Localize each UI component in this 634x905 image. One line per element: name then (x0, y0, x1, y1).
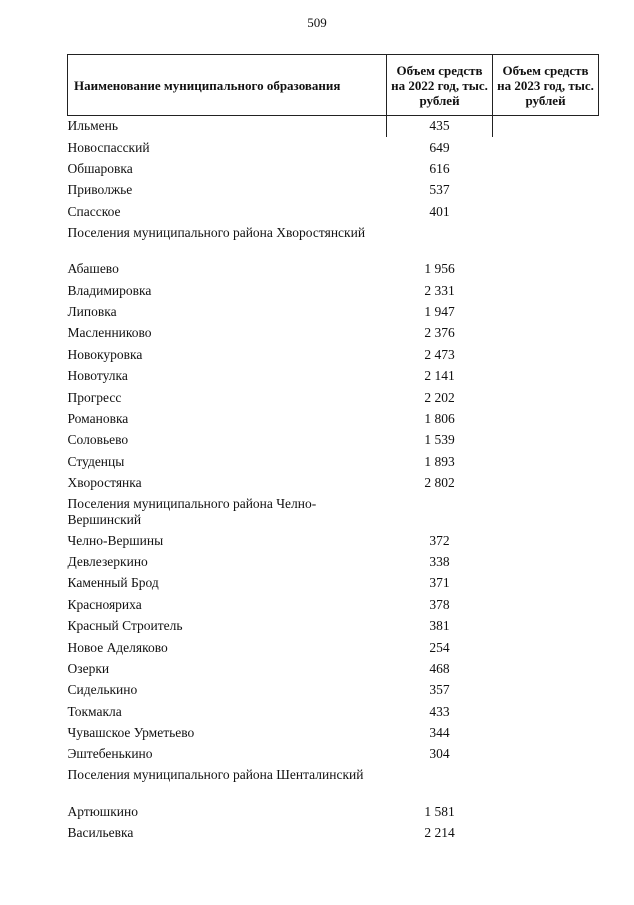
amount-2022-cell: 378 (429, 596, 450, 612)
amount-2023-cell (493, 530, 599, 551)
amount-2022-cell: 371 (429, 575, 450, 591)
amount-2023-cell (493, 658, 599, 679)
municipality-name-cell: Абашево (67, 261, 119, 277)
table-row (68, 280, 599, 301)
amount-2022-cell: 372 (429, 532, 450, 548)
municipality-name-cell: Эштебенькино (67, 746, 153, 762)
municipality-name-cell: Токмакла (67, 703, 122, 719)
table-row (68, 301, 599, 322)
amount-2023-cell (493, 201, 599, 222)
header-amount-2023: Объем средств на 2023 год, тыс. рублей (493, 55, 599, 116)
table-row (68, 530, 599, 551)
amount-2023-cell (493, 573, 599, 594)
municipality-name-cell: Девлезеркино (67, 553, 148, 569)
table-group-row (68, 765, 599, 801)
municipality-name-cell: Артюшкино (67, 803, 138, 819)
amount-2023-cell (493, 366, 599, 387)
amount-2023-cell (493, 494, 599, 530)
amount-2022-cell: 1 581 (424, 803, 455, 819)
amount-2022-cell: 401 (429, 203, 450, 219)
table-row (68, 430, 599, 451)
municipality-name-cell: Сиделькино (67, 682, 138, 698)
header-amount-2022: Объем средств на 2022 год, тыс. рублей (387, 55, 493, 116)
municipality-name-cell: Приволжье (67, 182, 133, 198)
amount-2023-cell (493, 344, 599, 365)
amount-2023-cell (493, 823, 599, 844)
municipality-name-cell: Поселения муниципального района Челно-Вершинский (67, 495, 317, 527)
municipality-name-cell: Студенцы (67, 453, 125, 469)
amount-2023-cell (493, 744, 599, 765)
amount-2022-cell: 1 539 (424, 432, 455, 448)
amount-2022-cell: 344 (429, 725, 450, 741)
budget-table (67, 54, 599, 844)
amount-2023-cell (493, 259, 599, 280)
table-row (68, 158, 599, 179)
amount-2022-cell: 357 (429, 682, 450, 698)
amount-2023-cell (493, 551, 599, 572)
amount-2023-cell (493, 637, 599, 658)
amount-2022-cell: 2 802 (424, 475, 455, 491)
amount-2022-cell: 616 (429, 161, 450, 177)
amount-2022-cell: 2 214 (424, 825, 455, 841)
amount-2023-cell (493, 765, 599, 801)
amount-2023-cell (493, 722, 599, 743)
amount-2022-cell: 2 331 (424, 282, 455, 298)
table-row (68, 701, 599, 722)
amount-2022-cell: 649 (429, 139, 450, 155)
amount-2022-cell: 338 (429, 553, 450, 569)
amount-2022-cell: 381 (429, 618, 450, 634)
amount-2023-cell (493, 701, 599, 722)
amount-2023-cell (493, 430, 599, 451)
table-body (68, 116, 599, 844)
amount-2023-cell (493, 680, 599, 701)
amount-2023-cell (493, 223, 599, 259)
municipality-name-cell: Масленниково (67, 325, 152, 341)
table-row (68, 658, 599, 679)
municipality-name-cell: Новоспасский (67, 139, 150, 155)
page-number: 509 (307, 15, 327, 30)
table-row (68, 801, 599, 822)
amount-2022-cell: 254 (429, 639, 450, 655)
table-row (68, 323, 599, 344)
municipality-name-cell: Владимировка (67, 282, 152, 298)
table-group-row (68, 223, 599, 259)
amount-2023-cell (493, 323, 599, 344)
municipality-name-cell: Новое Аделяково (67, 639, 168, 655)
municipality-name-cell: Поселения муниципального района Хворостянский (67, 224, 366, 240)
amount-2023-cell (493, 301, 599, 322)
table-row (68, 344, 599, 365)
table-row (68, 823, 599, 844)
table-row (68, 387, 599, 408)
municipality-name-cell: Васильевка (67, 825, 134, 841)
table-row (68, 408, 599, 429)
table-row (68, 366, 599, 387)
amount-2022-cell: 2 202 (424, 389, 455, 405)
amount-2023-cell (493, 594, 599, 615)
municipality-name-cell: Чувашское Урметьево (67, 725, 195, 741)
table-row (68, 116, 599, 138)
amount-2023-cell (493, 158, 599, 179)
amount-2023-cell (493, 408, 599, 429)
municipality-name-cell: Челно-Вершины (67, 532, 164, 548)
municipality-name-cell: Хворостянка (67, 475, 142, 491)
amount-2022-cell: 1 806 (424, 410, 455, 426)
municipality-name-cell: Прогресс (67, 389, 122, 405)
municipality-name-cell: Обшаровка (67, 161, 133, 177)
table-row (68, 722, 599, 743)
amount-2023-cell (493, 472, 599, 493)
municipality-name-cell: Соловьево (67, 432, 129, 448)
amount-2023-cell (493, 116, 599, 138)
amount-2023-cell (493, 280, 599, 301)
amount-2023-cell (493, 615, 599, 636)
amount-2022-cell: 2 141 (424, 368, 455, 384)
municipality-name-cell: Романовка (67, 410, 129, 426)
table-row (68, 573, 599, 594)
amount-2023-cell (493, 180, 599, 201)
table-row (68, 615, 599, 636)
municipality-name-cell: Красный Строитель (67, 618, 183, 634)
table-row (68, 744, 599, 765)
table-row (68, 180, 599, 201)
amount-2022-cell: 1 956 (424, 261, 455, 277)
municipality-name-cell: Каменный Брод (67, 575, 159, 591)
amount-2023-cell (493, 801, 599, 822)
amount-2022-cell (387, 765, 493, 801)
amount-2022-cell: 2 376 (424, 325, 455, 341)
table-group-row (68, 494, 599, 530)
municipality-name-cell: Спасское (67, 203, 121, 219)
amount-2022-cell: 433 (429, 703, 450, 719)
header-municipality-name: Наименование муниципального образования (68, 55, 387, 116)
municipality-name-cell: Краснояриха (67, 596, 142, 612)
amount-2022-cell (387, 494, 493, 530)
table-row (68, 451, 599, 472)
municipality-name-cell: Новотулка (67, 368, 128, 384)
table-header-row (68, 55, 599, 116)
amount-2022-cell: 435 (387, 116, 493, 138)
table-row (68, 680, 599, 701)
municipality-name-cell: Ильмень (67, 118, 119, 133)
amount-2022-cell: 1 947 (424, 304, 455, 320)
table-row (68, 259, 599, 280)
municipality-name-cell: Озерки (67, 660, 110, 676)
municipality-name-cell: Липовка (67, 304, 117, 320)
table-row (68, 637, 599, 658)
table-row (68, 201, 599, 222)
table-row (68, 594, 599, 615)
amount-2022-cell: 537 (429, 182, 450, 198)
amount-2022-cell (387, 223, 493, 259)
table-row (68, 551, 599, 572)
amount-2023-cell (493, 137, 599, 158)
amount-2022-cell: 304 (429, 746, 450, 762)
amount-2022-cell: 2 473 (424, 346, 455, 362)
amount-2022-cell: 468 (429, 660, 450, 676)
municipality-name-cell: Новокуровка (67, 346, 143, 362)
municipality-name-cell: Поселения муниципального района Шенталинский (67, 767, 364, 783)
table-row (68, 472, 599, 493)
amount-2022-cell: 1 893 (424, 453, 455, 469)
table-row (68, 137, 599, 158)
amount-2023-cell (493, 387, 599, 408)
amount-2023-cell (493, 451, 599, 472)
